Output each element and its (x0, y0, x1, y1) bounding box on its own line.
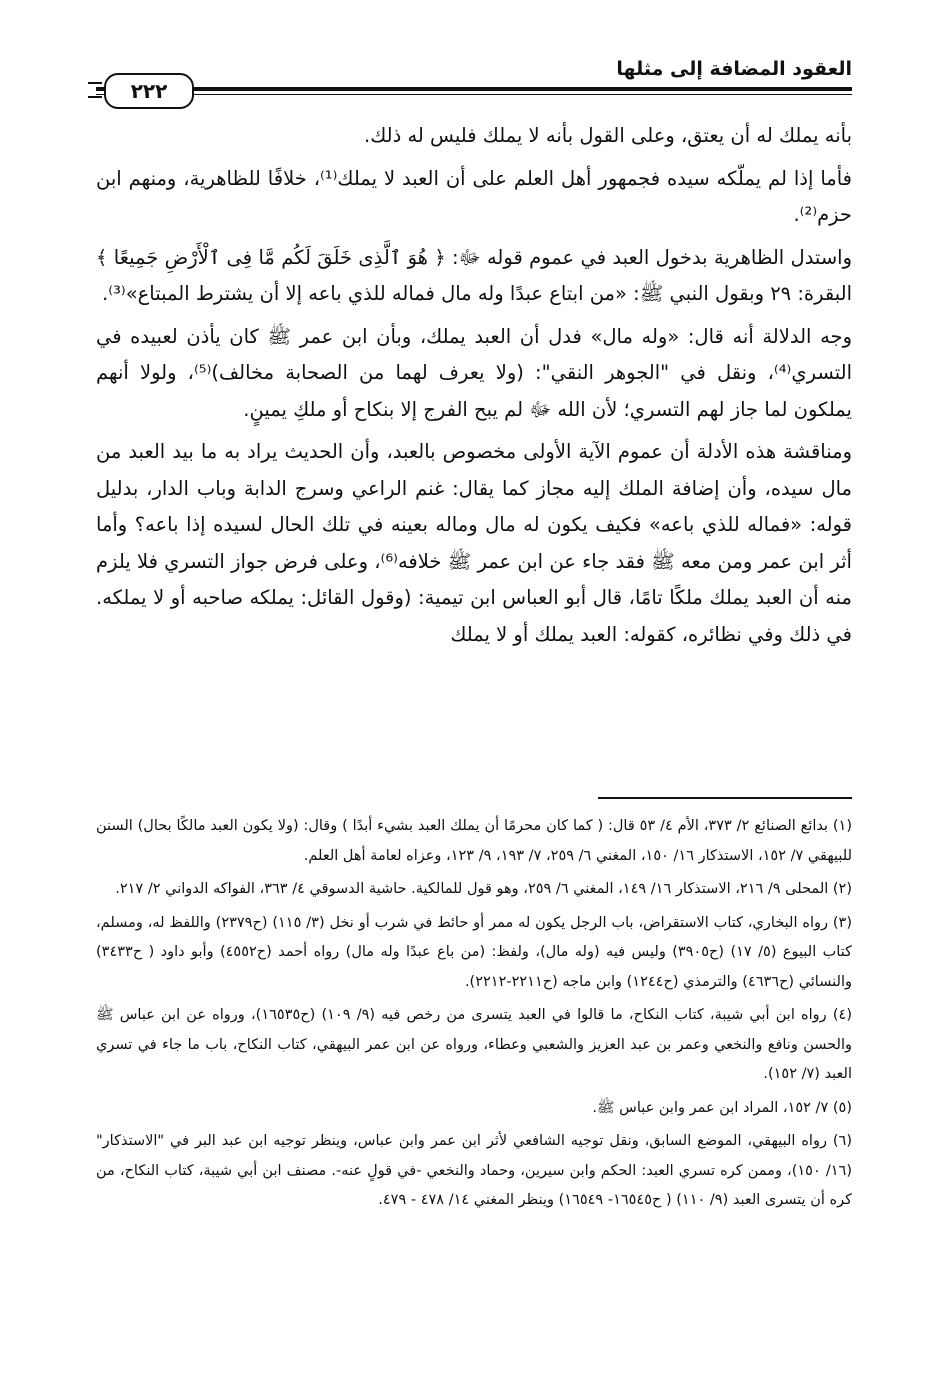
paragraph-3: واستدل الظاهرية بدخول العبد في عموم قوله ﷻ: ﴿ هُوَ ٱلَّذِى خَلَقَ لَكُم مَّا فِى ٱلْأَرْضِ جَمِيعًا ﴾ البقرة: ٢٩ وبقول النبي ﷺ: «من ابتاع عبدًا وله مال فماله للذي باعه إلا أن يشترط المبتاع»⁽³⁾. (96, 245, 852, 305)
footnote-2: (٢) المحلى ٩/ ٢١٦، الاستذكار ١٦/ ١٤٩، المغني ٦/ ٢٥٩، وهو قول للمالكية. حاشية الدسوقي ٤/ ٣٦٣، الفواكه الدواني ٢/ ٢١٧. (115, 881, 852, 897)
paragraph-2: فأما إذا لم يملّكه سيده فجمهور أهل العلم على أن العبد لا يملك⁽¹⁾، خلافًا للظاهرية، ومنهم ابن حزم⁽²⁾. (96, 166, 852, 226)
page-number-tick-top (88, 82, 102, 84)
footnote-1: (١) بدائع الصنائع ٢/ ٣٧٣، الأم ٤/ ٥٣ قال: ( كما كان محرمًا أن يملك العبد بشيء أبدًا ) وقال: (ولا يكون العبد مالكًا بحال) السنن للبيهقي ٧/ ١٥٢، الاستذكار ١٦/ ١٥٠، المغني ٦/ ٢٥٩، ٧/ ١٩٣، ٩/ ١٢٣، وعزاه لعامة أهل العلم. (96, 818, 853, 864)
paragraph-1: بأنه يملك له أن يعتق، وعلى القول بأنه لا يملك فليس له ذلك. (364, 124, 852, 147)
page-number-label: ٢٢٢ (130, 79, 168, 103)
paragraph-5: ومناقشة هذه الأدلة أن عموم الآية الأولى مخصوص بالعبد، وأن الحديث يراد به ما بيد العبد من مال سيده، وأن إضافة الملك إليه مجاز كما يقال: غنم الراعي وسرج الدابة وباب الدار، بدليل قوله: «فماله للذي باعه» فكيف يكون له مال وماله بعينه في تلك الحال لسيده إذا باعه؟ وأما أثر ابن عمر ومن معه ﷺ فقد جاء عن ابن عمر ﷺ خلافه⁽⁶⁾، وعلى فرض جواز التسري فلا يلزم منه أن العبد يملك ملكًا تامًا، قال أبو العباس ابن تيمية: (وقول القائل: يملكه صاحبه أو لا يملكه. في ذلك وفي نظائره، كقوله: العبد يملك أو لا يملك (96, 440, 852, 646)
running-title: العقود المضافة إلى مثلها (616, 58, 852, 80)
page-number-tick-bottom (88, 96, 102, 98)
footnote-5: (٥) ٧/ ١٥٢، المراد ابن عمر وابن عباس ﷺ. (592, 1099, 852, 1116)
paragraph-4: وجه الدلالة أنه قال: «وله مال» فدل أن العبد يملك، وبأن ابن عمر ﷺ كان يأذن لعبيده في التسري⁽⁴⁾، ونقل في "الجوهر النقي": (ولا يعرف لهما من الصحابة مخالف)⁽⁵⁾، ولولا أنهم يملكون لما جاز لهم التسري؛ لأن الله ﷻ لم يبح الفرج إلا بنكاح أو ملكِ يمينٍ. (96, 324, 852, 421)
footnotes (96, 812, 852, 1220)
footnote-3: (٣) رواه البخاري، كتاب الاستقراض، باب الرجل يكون له ممر أو حائط في شرب أو نخل (٣/ ١١٥) (ح٢٣٧٩) واللفظ له، ومسلم، كتاب البيوع (٥/ ١٧) (ح٣٩٠٥) وليس فيه (وله مال)، ولفظ: (من باع عبدًا وله مال) رواه أحمد (ح٤٥٥٢) وأبو داود ( ح٣٤٣٣) والنسائي (ح٤٦٣٦) والترمذي (ح١٢٤٤) وابن ماجه (ح٢٢١١-٢٢١٢). (96, 914, 852, 990)
page-number (104, 73, 194, 109)
footnote-4: (٤) رواه ابن أبي شيبة، كتاب النكاح، ما قالوا في العبد يتسرى من رخص فيه (٩/ ١٠٩) (ح١٦٥٣٥)، ورواه عن ابن عباس ﷺ والحسن ونافع والنخعي وعمر بن عبد العزيز والشعبي وعطاء، ورواه عن ابن عمر البيهقي، كتاب النكاح، باب ما جاء في تسري العبد (٧/ ١٥٢). (96, 1007, 852, 1082)
page-header (96, 46, 852, 106)
header-rule-thin (96, 94, 852, 95)
header-rule-thick (96, 87, 852, 91)
footnote-separator (598, 797, 852, 799)
footnote-6: (٦) رواه البيهقي، الموضع السابق، ونقل توجيه الشافعي لأثر ابن عمر وابن عباس، وينظر توجيه ابن عبد البر في "الاستذكار" (١٦/ ١٥٠)، وممن كره تسري العبد: الحكم وابن سيرين، وحماد والنخعي -في قولٍ عنه-. مصنف ابن أبي شيبة، كتاب النكاح، من كره أن يتسرى العبد (٩/ ١١٠) ( ح١٦٥٤٥- ١٦٥٤٩) وينظر المغني ١٤/ ٤٧٨ - ٤٧٩. (96, 1133, 852, 1208)
main-text (96, 118, 852, 659)
